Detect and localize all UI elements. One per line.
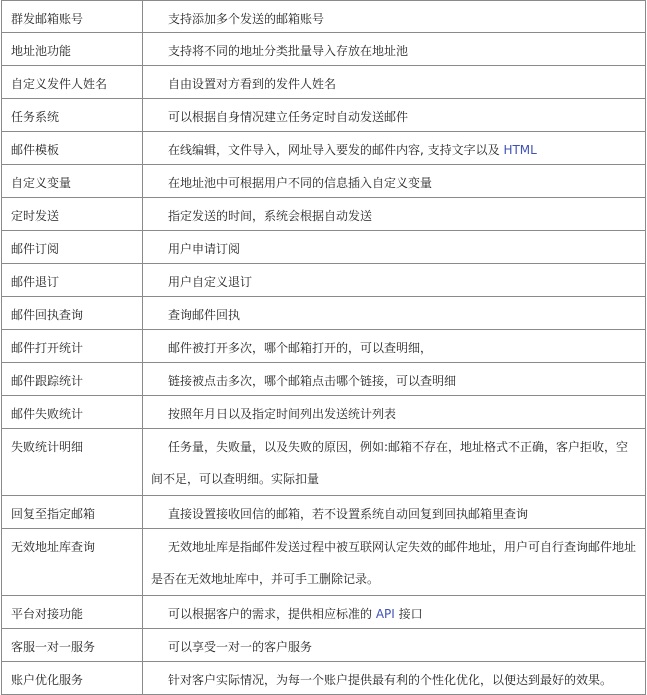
feature-name: 邮件订阅 <box>2 231 143 264</box>
table-row <box>2 529 646 596</box>
table-row <box>2 396 646 429</box>
table-row <box>2 1 646 33</box>
table-row <box>2 165 646 198</box>
feature-name: 邮件打开统计 <box>2 330 143 363</box>
feature-name: 无效地址库查询 <box>2 529 143 596</box>
table-row <box>2 66 646 99</box>
table-row <box>2 330 646 363</box>
feature-description: 在地址池中可根据用户不同的信息插入自定义变量 <box>143 165 646 198</box>
table-row <box>2 297 646 330</box>
feature-description: 直接设置接收回信的邮箱，若不设置系统自动回复到回执邮箱里查询 <box>143 496 646 529</box>
html-keyword: HTML <box>503 143 537 157</box>
feature-description: 链接被点击多次，哪个邮箱点击哪个链接，可以查明细 <box>143 363 646 396</box>
feature-name: 账户优化服务 <box>2 662 143 695</box>
feature-name: 失败统计明细 <box>2 429 143 496</box>
feature-description: 支持将不同的地址分类批量导入存放在地址池 <box>143 33 646 66</box>
feature-name: 回复至指定邮箱 <box>2 496 143 529</box>
feature-name: 邮件失败统计 <box>2 396 143 429</box>
table-row <box>2 33 646 66</box>
feature-description: 用户申请订阅 <box>143 231 646 264</box>
table-row <box>2 99 646 132</box>
table-row <box>2 429 646 496</box>
feature-name: 邮件回执查询 <box>2 297 143 330</box>
feature-description: 任务量，失败量，以及失败的原因，例如:邮箱不存在，地址格式不正确，客户拒收，空间不足，可以查明细。实际扣量 <box>143 429 646 496</box>
feature-name: 任务系统 <box>2 99 143 132</box>
feature-name: 邮件退订 <box>2 264 143 297</box>
feature-description: 针对客户实际情况，为每一个账户提供最有利的个性化优化，以便达到最好的效果。 <box>143 662 646 695</box>
table-row <box>2 198 646 231</box>
table-row <box>2 132 646 165</box>
feature-name: 群发邮箱账号 <box>2 1 143 33</box>
api-keyword: API <box>375 607 395 621</box>
feature-description: 按照年月日以及指定时间列出发送统计列表 <box>143 396 646 429</box>
feature-description: 可以根据自身情况建立任务定时自动发送邮件 <box>143 99 646 132</box>
feature-description: 查询邮件回执 <box>143 297 646 330</box>
feature-name: 自定义发件人姓名 <box>2 66 143 99</box>
feature-description: 无效地址库是指邮件发送过程中被互联网认定失效的邮件地址，用户可自行查询邮件地址是否在无效地址库中，并可手工删除记录。 <box>143 529 646 596</box>
table-row <box>2 629 646 662</box>
feature-name: 地址池功能 <box>2 33 143 66</box>
feature-description: 用户自定义退订 <box>143 264 646 297</box>
table-row <box>2 363 646 396</box>
feature-name: 客服一对一服务 <box>2 629 143 662</box>
description-text: 在线编辑，文件导入，网址导入要发的邮件内容, 支持文字以及 <box>168 143 504 157</box>
description-text-tail: 接口 <box>394 607 423 621</box>
feature-name: 邮件跟踪统计 <box>2 363 143 396</box>
table-row <box>2 596 646 629</box>
table-row <box>2 662 646 695</box>
feature-name: 邮件模板 <box>2 132 143 165</box>
feature-name: 平台对接功能 <box>2 596 143 629</box>
feature-description <box>143 596 646 629</box>
feature-table <box>1 0 646 695</box>
table-row <box>2 496 646 529</box>
feature-description: 自由设置对方看到的发件人姓名 <box>143 66 646 99</box>
table-row <box>2 264 646 297</box>
feature-description: 支持添加多个发送的邮箱账号 <box>143 1 646 33</box>
table-row <box>2 231 646 264</box>
feature-name: 自定义变量 <box>2 165 143 198</box>
feature-description: 邮件被打开多次，哪个邮箱打开的，可以查明细， <box>143 330 646 363</box>
feature-description <box>143 132 646 165</box>
feature-name: 定时发送 <box>2 198 143 231</box>
description-text: 可以根据客户的需求，提供相应标准的 <box>168 607 376 621</box>
feature-description: 指定发送的时间，系统会根据自动发送 <box>143 198 646 231</box>
feature-description: 可以享受一对一的客户服务 <box>143 629 646 662</box>
